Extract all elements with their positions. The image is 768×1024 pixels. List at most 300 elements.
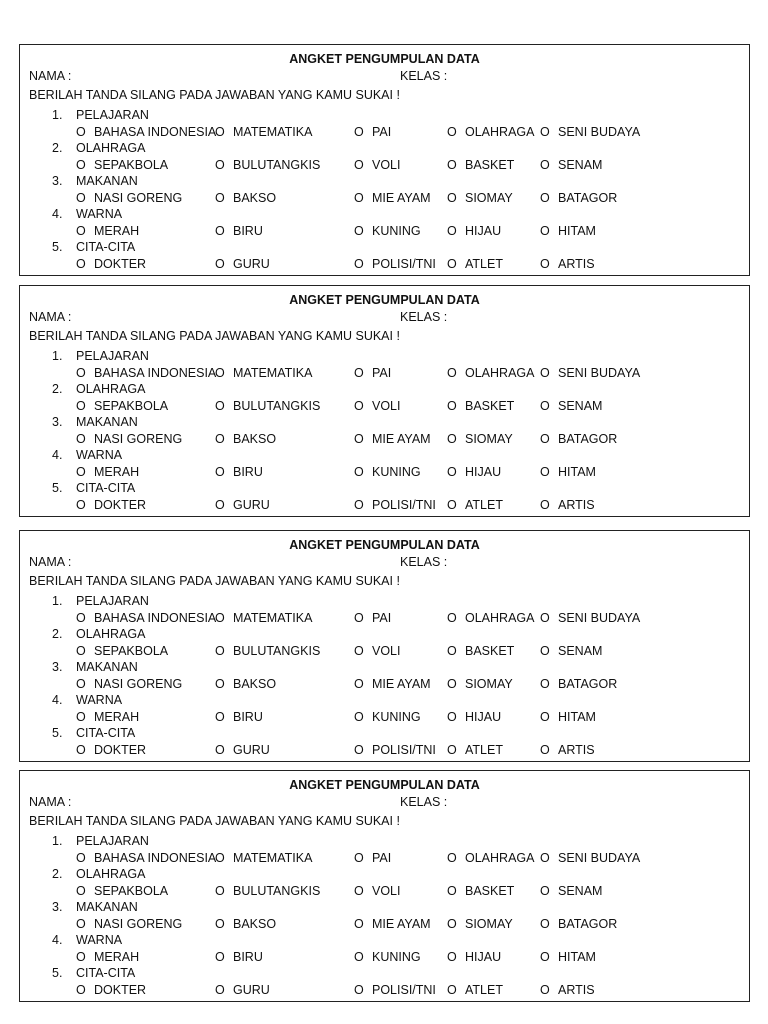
answer-option[interactable] — [540, 124, 640, 140]
option-circle-icon[interactable]: O — [540, 366, 550, 380]
answer-option[interactable] — [540, 256, 595, 272]
question-row — [20, 414, 749, 430]
form-title: ANGKET PENGUMPULAN DATA — [289, 293, 480, 307]
answer-option[interactable] — [215, 256, 270, 272]
answer-option[interactable] — [76, 610, 216, 626]
answer-option[interactable] — [447, 676, 513, 692]
answer-option[interactable] — [447, 124, 534, 140]
question-row — [20, 447, 749, 463]
answer-option[interactable] — [354, 223, 421, 239]
answer-option[interactable] — [540, 643, 602, 659]
option-label: SENI BUDAYA — [558, 851, 641, 865]
question-label: CITA-CITA — [76, 726, 136, 740]
option-row — [20, 742, 749, 758]
option-row — [20, 643, 749, 659]
option-circle-icon[interactable]: O — [76, 851, 86, 865]
question-number: 2. — [52, 867, 63, 881]
answer-option[interactable] — [215, 916, 276, 932]
answer-option[interactable] — [540, 883, 602, 899]
answer-option[interactable] — [76, 676, 182, 692]
nama-field[interactable]: NAMA : — [29, 795, 72, 809]
answer-option[interactable] — [215, 124, 312, 140]
answer-option[interactable] — [447, 742, 503, 758]
answer-option[interactable] — [540, 949, 596, 965]
option-circle-icon[interactable]: O — [215, 158, 225, 172]
option-circle-icon[interactable]: O — [540, 677, 550, 691]
answer-option[interactable] — [354, 190, 431, 206]
option-circle-icon[interactable]: O — [447, 224, 457, 238]
answer-option[interactable] — [354, 431, 431, 447]
option-circle-icon[interactable]: O — [540, 399, 550, 413]
answer-option[interactable] — [447, 190, 513, 206]
option-circle-icon[interactable]: O — [215, 125, 225, 139]
option-label: SENI BUDAYA — [558, 125, 641, 139]
answer-option[interactable] — [447, 643, 514, 659]
option-label: MATEMATIKA — [233, 366, 313, 380]
option-label: ATLET — [465, 498, 503, 512]
option-circle-icon[interactable]: O — [354, 498, 364, 512]
answer-option[interactable] — [447, 464, 501, 480]
nama-field[interactable]: NAMA : — [29, 555, 72, 569]
option-circle-icon[interactable]: O — [76, 257, 86, 271]
option-circle-icon[interactable]: O — [215, 644, 225, 658]
option-circle-icon[interactable]: O — [215, 917, 225, 931]
answer-option[interactable] — [215, 497, 270, 513]
answer-option[interactable] — [354, 709, 421, 725]
answer-option[interactable] — [215, 883, 320, 899]
questionnaire-form — [19, 530, 750, 762]
form-title: ANGKET PENGUMPULAN DATA — [289, 778, 480, 792]
option-circle-icon[interactable]: O — [215, 399, 225, 413]
question-label: OLAHRAGA — [76, 627, 146, 641]
answer-option[interactable] — [76, 256, 146, 272]
option-label: BASKET — [465, 644, 515, 658]
option-label: BATAGOR — [558, 432, 618, 446]
option-circle-icon[interactable]: O — [540, 465, 550, 479]
answer-option[interactable] — [215, 850, 312, 866]
form-title: ANGKET PENGUMPULAN DATA — [289, 52, 480, 66]
option-label: BULUTANGKIS — [233, 158, 321, 172]
option-circle-icon[interactable]: O — [447, 366, 457, 380]
option-circle-icon[interactable]: O — [447, 158, 457, 172]
answer-option[interactable] — [447, 223, 501, 239]
option-label: SENI BUDAYA — [558, 611, 641, 625]
option-label: BULUTANGKIS — [233, 884, 321, 898]
option-label: BATAGOR — [558, 677, 618, 691]
answer-option[interactable] — [447, 982, 503, 998]
option-circle-icon[interactable]: O — [354, 191, 364, 205]
option-circle-icon[interactable]: O — [540, 884, 550, 898]
option-circle-icon[interactable]: O — [354, 399, 364, 413]
question-number: 1. — [52, 349, 63, 363]
option-circle-icon[interactable]: O — [354, 917, 364, 931]
option-label: ARTIS — [558, 743, 595, 757]
option-circle-icon[interactable]: O — [76, 224, 86, 238]
answer-option[interactable] — [447, 398, 514, 414]
option-label: ATLET — [465, 257, 503, 271]
option-circle-icon[interactable]: O — [540, 851, 550, 865]
answer-option[interactable] — [354, 365, 391, 381]
option-label: MIE AYAM — [372, 917, 431, 931]
option-row — [20, 157, 749, 173]
answer-option[interactable] — [540, 431, 617, 447]
option-label: BIRU — [233, 224, 263, 238]
option-circle-icon[interactable]: O — [354, 366, 364, 380]
option-circle-icon[interactable]: O — [354, 950, 364, 964]
option-circle-icon[interactable]: O — [447, 465, 457, 479]
option-circle-icon[interactable]: O — [447, 950, 457, 964]
answer-option[interactable] — [540, 157, 602, 173]
instruction-text: BERILAH TANDA SILANG PADA JAWABAN YANG KAMU SUKAI ! — [29, 574, 400, 588]
option-circle-icon[interactable]: O — [354, 611, 364, 625]
option-label: POLISI/TNI — [372, 257, 436, 271]
answer-option[interactable] — [76, 223, 139, 239]
answer-option[interactable] — [447, 431, 513, 447]
answer-option[interactable] — [76, 497, 146, 513]
option-label: BAHASA INDONESIA — [94, 611, 217, 625]
option-circle-icon[interactable]: O — [76, 191, 86, 205]
option-label: NASI GORENG — [94, 917, 183, 931]
question-row — [20, 593, 749, 609]
option-label: SIOMAY — [465, 432, 513, 446]
answer-option[interactable] — [540, 709, 596, 725]
option-label: SEPAKBOLA — [94, 399, 169, 413]
question-number: 2. — [52, 627, 63, 641]
option-circle-icon[interactable]: O — [76, 677, 86, 691]
option-circle-icon[interactable]: O — [354, 851, 364, 865]
option-row — [20, 190, 749, 206]
answer-option[interactable] — [354, 742, 436, 758]
option-circle-icon[interactable]: O — [215, 611, 225, 625]
kelas-field[interactable]: KELAS : — [400, 310, 448, 324]
option-label: VOLI — [372, 884, 401, 898]
option-circle-icon[interactable]: O — [76, 158, 86, 172]
option-label: BAKSO — [233, 677, 277, 691]
instruction-text: BERILAH TANDA SILANG PADA JAWABAN YANG KAMU SUKAI ! — [29, 814, 400, 828]
option-circle-icon[interactable]: O — [76, 710, 86, 724]
question-number: 2. — [52, 141, 63, 155]
option-circle-icon[interactable]: O — [215, 498, 225, 512]
answer-option[interactable] — [215, 464, 263, 480]
option-label: DOKTER — [94, 743, 147, 757]
option-label: BULUTANGKIS — [233, 644, 321, 658]
answer-option[interactable] — [540, 190, 617, 206]
answer-option[interactable] — [354, 676, 431, 692]
answer-option[interactable] — [215, 709, 263, 725]
answer-option[interactable] — [215, 190, 276, 206]
option-label: DOKTER — [94, 498, 147, 512]
answer-option[interactable] — [76, 431, 182, 447]
option-circle-icon[interactable]: O — [447, 611, 457, 625]
answer-option[interactable] — [215, 365, 312, 381]
option-circle-icon[interactable]: O — [447, 884, 457, 898]
answer-option[interactable] — [447, 365, 534, 381]
option-label: MERAH — [94, 710, 140, 724]
answer-option[interactable] — [76, 190, 182, 206]
option-label: GURU — [233, 257, 270, 271]
option-circle-icon[interactable]: O — [215, 710, 225, 724]
answer-option[interactable] — [540, 982, 595, 998]
option-label: MATEMATIKA — [233, 611, 313, 625]
answer-option[interactable] — [540, 365, 640, 381]
option-circle-icon[interactable]: O — [215, 950, 225, 964]
option-row — [20, 365, 749, 381]
kelas-field[interactable]: KELAS : — [400, 795, 448, 809]
answer-option[interactable] — [76, 643, 168, 659]
answer-option[interactable] — [540, 916, 617, 932]
answer-option[interactable] — [76, 124, 216, 140]
answer-option[interactable] — [447, 256, 503, 272]
option-circle-icon[interactable]: O — [447, 917, 457, 931]
answer-option[interactable] — [354, 949, 421, 965]
answer-option[interactable] — [76, 742, 146, 758]
option-circle-icon[interactable]: O — [354, 677, 364, 691]
option-circle-icon[interactable]: O — [447, 851, 457, 865]
kelas-field[interactable]: KELAS : — [400, 555, 448, 569]
option-circle-icon[interactable]: O — [76, 983, 86, 997]
option-circle-icon[interactable]: O — [447, 191, 457, 205]
answer-option[interactable] — [76, 157, 168, 173]
option-circle-icon[interactable]: O — [76, 366, 86, 380]
answer-option[interactable] — [447, 916, 513, 932]
question-number: 4. — [52, 693, 63, 707]
answer-option[interactable] — [354, 982, 436, 998]
option-circle-icon[interactable]: O — [447, 257, 457, 271]
option-circle-icon[interactable]: O — [76, 917, 86, 931]
option-circle-icon[interactable]: O — [354, 743, 364, 757]
option-label: OLAHRAGA — [465, 611, 535, 625]
answer-option[interactable] — [215, 157, 320, 173]
option-label: BIRU — [233, 710, 263, 724]
answer-option[interactable] — [76, 709, 139, 725]
answer-option[interactable] — [76, 464, 139, 480]
option-label: KUNING — [372, 950, 421, 964]
option-label: HITAM — [558, 950, 596, 964]
option-circle-icon[interactable]: O — [447, 644, 457, 658]
answer-option[interactable] — [447, 709, 501, 725]
option-label: HIJAU — [465, 950, 502, 964]
question-label: PELAJARAN — [76, 108, 149, 122]
option-label: BAHASA INDONESIA — [94, 366, 217, 380]
option-circle-icon[interactable]: O — [215, 257, 225, 271]
option-circle-icon[interactable]: O — [540, 125, 550, 139]
option-circle-icon[interactable]: O — [215, 884, 225, 898]
option-circle-icon[interactable]: O — [540, 498, 550, 512]
question-number: 5. — [52, 481, 63, 495]
answer-option[interactable] — [215, 742, 270, 758]
option-circle-icon[interactable]: O — [354, 158, 364, 172]
option-circle-icon[interactable]: O — [215, 851, 225, 865]
option-circle-icon[interactable]: O — [447, 498, 457, 512]
answer-option[interactable] — [354, 497, 436, 513]
option-circle-icon[interactable]: O — [354, 884, 364, 898]
option-circle-icon[interactable]: O — [76, 125, 86, 139]
option-circle-icon[interactable]: O — [76, 498, 86, 512]
answer-option[interactable] — [76, 883, 168, 899]
question-row — [20, 206, 749, 222]
nama-field[interactable]: NAMA : — [29, 310, 72, 324]
option-circle-icon[interactable]: O — [76, 644, 86, 658]
question-label: MAKANAN — [76, 660, 138, 674]
answer-option[interactable] — [540, 742, 595, 758]
answer-option[interactable] — [354, 610, 391, 626]
option-circle-icon[interactable]: O — [447, 710, 457, 724]
question-number: 3. — [52, 900, 63, 914]
option-circle-icon[interactable]: O — [447, 399, 457, 413]
option-circle-icon[interactable]: O — [354, 465, 364, 479]
kelas-field[interactable]: KELAS : — [400, 69, 448, 83]
question-number: 4. — [52, 933, 63, 947]
answer-option[interactable] — [215, 643, 320, 659]
option-circle-icon[interactable]: O — [447, 432, 457, 446]
option-circle-icon[interactable]: O — [354, 257, 364, 271]
option-circle-icon[interactable]: O — [540, 191, 550, 205]
option-circle-icon[interactable]: O — [215, 224, 225, 238]
option-circle-icon[interactable]: O — [215, 366, 225, 380]
answer-option[interactable] — [354, 916, 431, 932]
answer-option[interactable] — [540, 610, 640, 626]
option-circle-icon[interactable]: O — [540, 983, 550, 997]
option-circle-icon[interactable]: O — [215, 465, 225, 479]
option-circle-icon[interactable]: O — [540, 743, 550, 757]
answer-option[interactable] — [447, 157, 514, 173]
option-label: VOLI — [372, 399, 401, 413]
option-circle-icon[interactable]: O — [354, 983, 364, 997]
option-label: BATAGOR — [558, 191, 618, 205]
answer-option[interactable] — [447, 850, 534, 866]
option-label: OLAHRAGA — [465, 851, 535, 865]
option-circle-icon[interactable]: O — [354, 432, 364, 446]
option-circle-icon[interactable]: O — [76, 465, 86, 479]
option-label: KUNING — [372, 465, 421, 479]
answer-option[interactable] — [540, 497, 595, 513]
option-row — [20, 124, 749, 140]
option-circle-icon[interactable]: O — [76, 399, 86, 413]
option-circle-icon[interactable]: O — [447, 743, 457, 757]
answer-option[interactable] — [215, 223, 263, 239]
option-circle-icon[interactable]: O — [540, 224, 550, 238]
question-number: 5. — [52, 966, 63, 980]
answer-option[interactable] — [540, 398, 602, 414]
answer-option[interactable] — [76, 982, 146, 998]
option-circle-icon[interactable]: O — [447, 983, 457, 997]
option-label: PAI — [372, 125, 392, 139]
answer-option[interactable] — [354, 850, 391, 866]
option-label: SIOMAY — [465, 917, 513, 931]
answer-option[interactable] — [76, 850, 216, 866]
option-label: MERAH — [94, 465, 140, 479]
option-circle-icon[interactable]: O — [76, 884, 86, 898]
option-label: MERAH — [94, 950, 140, 964]
option-circle-icon[interactable]: O — [215, 191, 225, 205]
answer-option[interactable] — [354, 883, 401, 899]
question-label: CITA-CITA — [76, 240, 136, 254]
option-circle-icon[interactable]: O — [540, 158, 550, 172]
option-circle-icon[interactable]: O — [540, 950, 550, 964]
option-circle-icon[interactable]: O — [76, 432, 86, 446]
option-label: DOKTER — [94, 983, 147, 997]
answer-option[interactable] — [76, 916, 182, 932]
answer-option[interactable] — [447, 610, 534, 626]
answer-option[interactable] — [540, 676, 617, 692]
option-label: ATLET — [465, 743, 503, 757]
option-circle-icon[interactable]: O — [354, 224, 364, 238]
answer-option[interactable] — [354, 464, 421, 480]
option-label: MIE AYAM — [372, 191, 431, 205]
answer-option[interactable] — [540, 464, 596, 480]
option-circle-icon[interactable]: O — [354, 710, 364, 724]
question-row — [20, 140, 749, 156]
answer-option[interactable] — [215, 982, 270, 998]
answer-option[interactable] — [447, 949, 501, 965]
answer-option[interactable] — [76, 365, 216, 381]
option-circle-icon[interactable]: O — [540, 611, 550, 625]
option-row — [20, 676, 749, 692]
option-label: PAI — [372, 611, 392, 625]
question-label: PELAJARAN — [76, 834, 149, 848]
answer-option[interactable] — [540, 850, 640, 866]
option-circle-icon[interactable]: O — [354, 644, 364, 658]
question-row — [20, 899, 749, 915]
option-circle-icon[interactable]: O — [540, 257, 550, 271]
question-number: 4. — [52, 448, 63, 462]
answer-option[interactable] — [540, 223, 596, 239]
answer-option[interactable] — [354, 398, 401, 414]
option-circle-icon[interactable]: O — [540, 432, 550, 446]
question-row — [20, 107, 749, 123]
option-circle-icon[interactable]: O — [447, 125, 457, 139]
option-label: BAKSO — [233, 917, 277, 931]
option-circle-icon[interactable]: O — [215, 743, 225, 757]
option-circle-icon[interactable]: O — [76, 950, 86, 964]
answer-option[interactable] — [215, 676, 276, 692]
option-label: BATAGOR — [558, 917, 618, 931]
answer-option[interactable] — [354, 124, 391, 140]
question-row — [20, 239, 749, 255]
answer-option[interactable] — [215, 610, 312, 626]
answer-option[interactable] — [215, 398, 320, 414]
option-row — [20, 610, 749, 626]
option-circle-icon[interactable]: O — [447, 677, 457, 691]
answer-option[interactable] — [76, 949, 139, 965]
option-label: BAKSO — [233, 191, 277, 205]
option-circle-icon[interactable]: O — [76, 743, 86, 757]
option-label: ARTIS — [558, 498, 595, 512]
option-circle-icon[interactable]: O — [540, 710, 550, 724]
option-circle-icon[interactable]: O — [215, 677, 225, 691]
answer-option[interactable] — [354, 643, 401, 659]
option-label: BASKET — [465, 158, 515, 172]
question-label: CITA-CITA — [76, 966, 136, 980]
option-circle-icon[interactable]: O — [215, 983, 225, 997]
answer-option[interactable] — [354, 157, 401, 173]
answer-option[interactable] — [215, 949, 263, 965]
answer-option[interactable] — [215, 431, 276, 447]
nama-field[interactable]: NAMA : — [29, 69, 72, 83]
option-label: MIE AYAM — [372, 432, 431, 446]
option-circle-icon[interactable]: O — [76, 611, 86, 625]
option-circle-icon[interactable]: O — [215, 432, 225, 446]
question-number: 4. — [52, 207, 63, 221]
question-label: WARNA — [76, 693, 123, 707]
option-circle-icon[interactable]: O — [354, 125, 364, 139]
answer-option[interactable] — [354, 256, 436, 272]
option-circle-icon[interactable]: O — [540, 917, 550, 931]
option-circle-icon[interactable]: O — [540, 644, 550, 658]
answer-option[interactable] — [76, 398, 168, 414]
answer-option[interactable] — [447, 497, 503, 513]
answer-option[interactable] — [447, 883, 514, 899]
